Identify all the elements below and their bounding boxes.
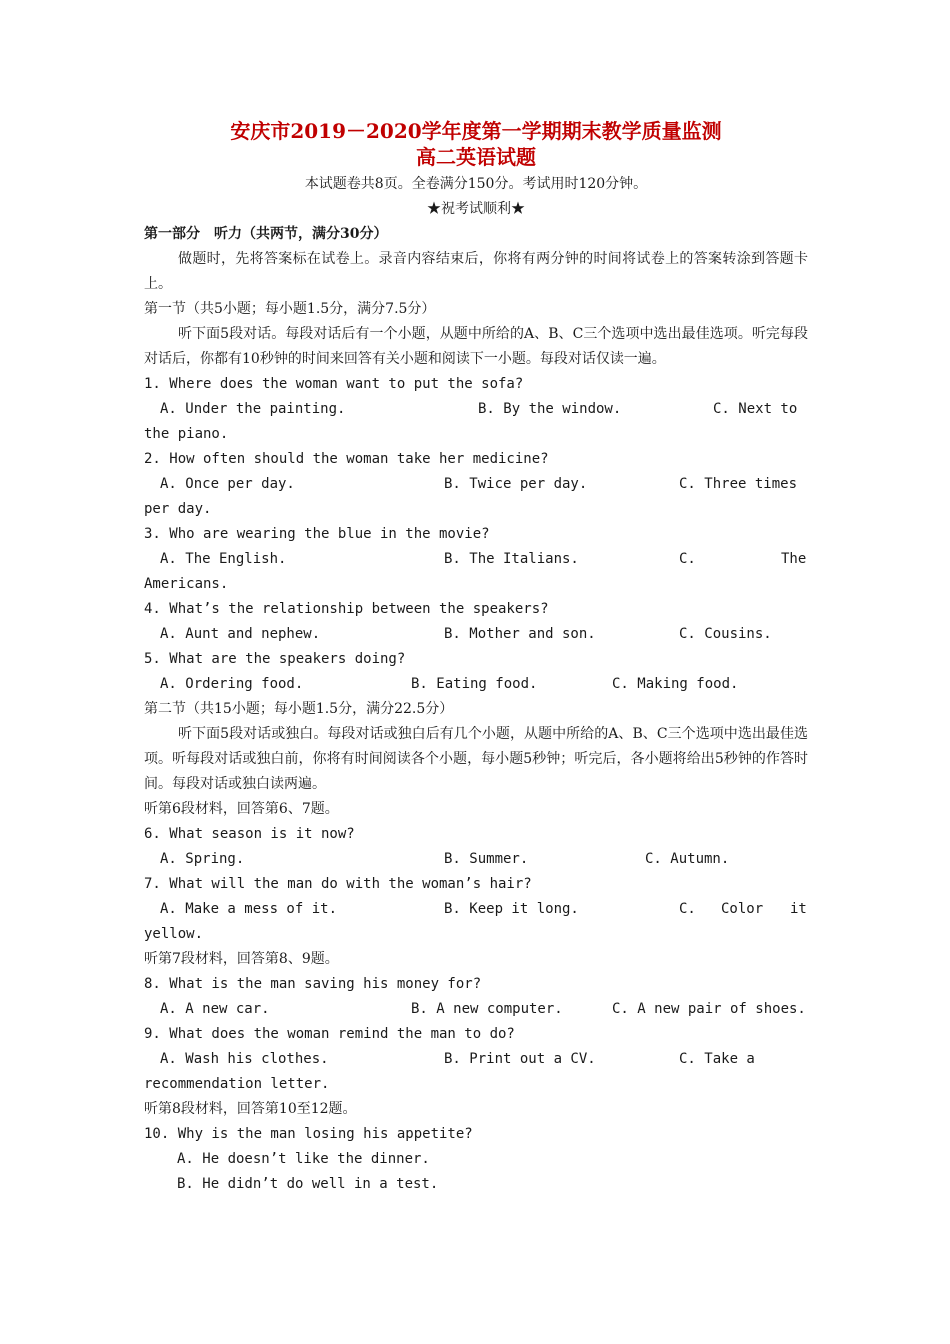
option-c-continued: yellow.	[144, 926, 204, 942]
material-6-note: 听第6段材料，回答第6、7题。	[144, 801, 339, 817]
option-b: B. Keep it long.	[444, 901, 579, 917]
exam-title: 安庆市2019－2020学年度第一学期期末教学质量监测	[230, 119, 722, 143]
question-5: 5. What are the speakers doing?	[144, 651, 406, 667]
exam-subtitle: 高二英语试题	[416, 145, 536, 169]
option-c: C.	[679, 901, 696, 917]
question-4: 4. What’s the relationship between the speakers?	[144, 601, 549, 617]
option-c: C. Making food.	[612, 676, 739, 692]
option-c-continued: recommendation letter.	[144, 1076, 330, 1092]
option-a: A. The English.	[160, 551, 287, 567]
option-c: C. Take a	[679, 1051, 755, 1067]
option-b: B. Twice per day.	[444, 476, 588, 492]
option-b: B. The Italians.	[444, 551, 579, 567]
material-8-note: 听第8段材料，回答第10至12题。	[144, 1101, 357, 1117]
question-3: 3. Who are wearing the blue in the movie?	[144, 526, 490, 542]
question-2: 2. How often should the woman take her medicine?	[144, 451, 549, 467]
question-5-options	[144, 672, 808, 697]
section1-instruction: 听下面5段对话。每段对话后有一个小题，从题中所给的A、B、C三个选项中选出最佳选项。听完每段对话后，你都有10秒钟的时间来回答有关小题和阅读下一小题。每段对话仅读一遍。	[144, 326, 808, 367]
question-9-options	[144, 1047, 808, 1072]
question-10: 10. Why is the man losing his appetite?	[144, 1126, 473, 1142]
option-c: C.	[679, 551, 696, 567]
section1-heading: 第一节（共5小题；每小题1.5分，满分7.5分）	[144, 301, 436, 317]
option-a: A. Wash his clothes.	[160, 1051, 329, 1067]
option-c-continued: Americans.	[144, 576, 229, 592]
question-7: 7. What will the man do with the woman’s hair?	[144, 876, 532, 892]
option-c-continued: per day.	[144, 501, 212, 517]
option-c: C. Three times	[679, 476, 798, 492]
option-a: A. Under the painting.	[160, 401, 346, 417]
option-a: A. A new car.	[160, 1001, 270, 1017]
question-6-options	[144, 847, 808, 872]
option-b: B. A new computer.	[411, 1001, 563, 1017]
option-b: B. Summer.	[444, 851, 529, 867]
question-4-options	[144, 622, 808, 647]
option-a: A. Make a mess of it.	[160, 901, 338, 917]
option-b: B. Eating food.	[411, 676, 538, 692]
option-a: A. Ordering food.	[160, 676, 304, 692]
option-b: B. By the window.	[478, 401, 622, 417]
question-9: 9. What does the woman remind the man to do?	[144, 1026, 515, 1042]
question-2-options	[144, 472, 808, 497]
option-a: A. Spring.	[160, 851, 245, 867]
option-b: B. Print out a CV.	[444, 1051, 596, 1067]
section2-heading: 第二节（共15小题；每小题1.5分，满分22.5分）	[144, 701, 454, 717]
question-6: 6. What season is it now?	[144, 826, 355, 842]
option-b: B. He didn’t do well in a test.	[177, 1176, 439, 1192]
question-3-options	[144, 547, 808, 572]
option-c: C. Cousins.	[679, 626, 772, 642]
option-c-word-2: it	[790, 901, 807, 917]
part1-heading: 第一部分 听力（共两节，满分30分）	[144, 226, 388, 242]
option-c-word: Color	[721, 901, 764, 917]
exam-info: 本试题卷共8页。全卷满分150分。考试用时120分钟。	[304, 176, 648, 192]
option-c-continued: the piano.	[144, 426, 229, 442]
option-b: B. Mother and son.	[444, 626, 596, 642]
material-7-note: 听第7段材料，回答第8、9题。	[144, 951, 339, 967]
option-c-word: The	[781, 551, 807, 567]
question-8-options	[144, 997, 808, 1022]
part1-instruction: 做题时，先将答案标在试卷上。录音内容结束后，你将有两分钟的时间将试卷上的答案转涂到答题卡上。	[144, 251, 808, 292]
option-c: C. A new pair of shoes.	[612, 1001, 806, 1017]
section2-instruction: 听下面5段对话或独白。每段对话或独白后有几个小题，从题中所给的A、B、C三个选项中选出最佳选项。听每段对话或独白前，你将有时间阅读各个小题，每小题5秒钟；听完后，各小题将给出5秒钟的作答时间。每段对话或独白读两遍。	[144, 726, 808, 792]
blessing-text: ★祝考试顺利★	[427, 201, 525, 217]
option-a: A. He doesn’t like the dinner.	[177, 1151, 430, 1167]
option-c: C. Next to	[713, 401, 798, 417]
question-1-options	[144, 397, 808, 422]
option-a: A. Once per day.	[160, 476, 295, 492]
question-8: 8. What is the man saving his money for?	[144, 976, 482, 992]
option-a: A. Aunt and nephew.	[160, 626, 321, 642]
option-c: C. Autumn.	[645, 851, 730, 867]
exam-page	[144, 118, 808, 1197]
question-1: 1. Where does the woman want to put the sofa?	[144, 376, 524, 392]
question-7-options	[144, 897, 808, 922]
